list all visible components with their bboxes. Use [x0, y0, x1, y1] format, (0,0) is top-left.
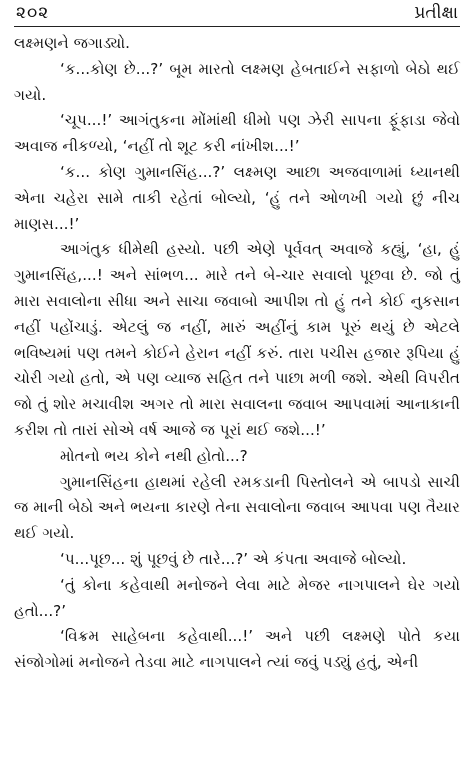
- paragraph: ‘ચૂપ...!’ આગંતુકના મોંમાંથી ધીમો પણ ઝેરી સાપના ફૂંફાડા જેવો અવાજ નીકળ્યો, ‘નહીં તો શૂટ કરી નાંખીશ...!’: [14, 111, 460, 156]
- paragraph: ‘પ...પૂછ... શું પૂછવું છે તારે...?’ એ કંપતા અવાજે બોલ્યો.: [60, 549, 407, 568]
- paragraph: ‘તું કોના કહેવાથી મનોજને લેવા માટે મેજર નાગપાલને ઘેર ગયો હતો...?’: [14, 575, 460, 620]
- body-text: [14, 31, 460, 676]
- paragraph: ‘ક... કોણ ગુમાનસિંહ...?’ લક્ષ્મણ આછા અજવાળામાં ધ્યાનથી એના ચહેરા સામે તાકી રહેતાં બોલ્યો, ‘હું તને ઓળખી ગયો છું નીચ માણસ...!’: [14, 162, 460, 233]
- paragraph: લક્ષ્મણને જગાડ્યો.: [14, 34, 130, 52]
- page-number: ૨૦૨: [16, 3, 50, 23]
- paragraph: આગંતુક ધીમેથી હસ્યો. પછી એણે પૂર્વવત્ અવાજે કહ્યું, ‘હા, હું ગુમાનસિંહ,...! અને સાંભળ... મારે તને બે-ચાર સવાલો પૂછવા છે. જો તું મારા સવાલોના સીધા અને સાચા જવાબો આપીશ તો હું તને કોઈ નુકસાન નહીં પહોંચાડું. એટલું જ નહીં, મારું અહીંનું કામ પૂરું થયું છે એટલે ભવિષ્યમાં પણ તમને કોઈને હેરાન નહીં કરું. તારા પચીસ હજાર રૂપિયા હું ચોરી ગયો હતો, એ પણ વ્યાજ સહિત તને પાછા મળી જશે. એથી વિપરીત જો તું શોર મચાવીશ અગર તો મારા સવાલના જવાબ આપવામાં આનાકાની કરીશ તો તારાં સોએ વર્ષ આજે જ પૂરાં થઈ જશે...!’: [14, 240, 460, 439]
- running-title: પ્રતીક્ષા: [414, 3, 458, 23]
- paragraph: ગુમાનસિંહના હાથમાં રહેલી રમકડાની પિસ્તોલને એ બાપડો સાચી જ માની બેઠો અને ભયના કારણે તેના સવાલોના જવાબ આપવા પણ તૈયાર થઈ ગયો.: [14, 472, 460, 543]
- page-header: [14, 0, 460, 27]
- paragraph: મોતનો ભય કોને નથી હોતો...?: [60, 446, 248, 465]
- paragraph: ‘ક...કોણ છે...?’ બૂમ મારતો લક્ષ્મણ હેબતાઈને સફાળો બેઠો થઈ ગયો.: [14, 59, 460, 104]
- paragraph: ‘વિક્રમ સાહેબના કહેવાથી...!’ અને પછી લક્ષ્મણે પોતે કયા સંજોગોમાં મનોજને તેડવા માટે નાગપાલને ત્યાં જવું પડ્યું હતું, એની: [14, 627, 460, 672]
